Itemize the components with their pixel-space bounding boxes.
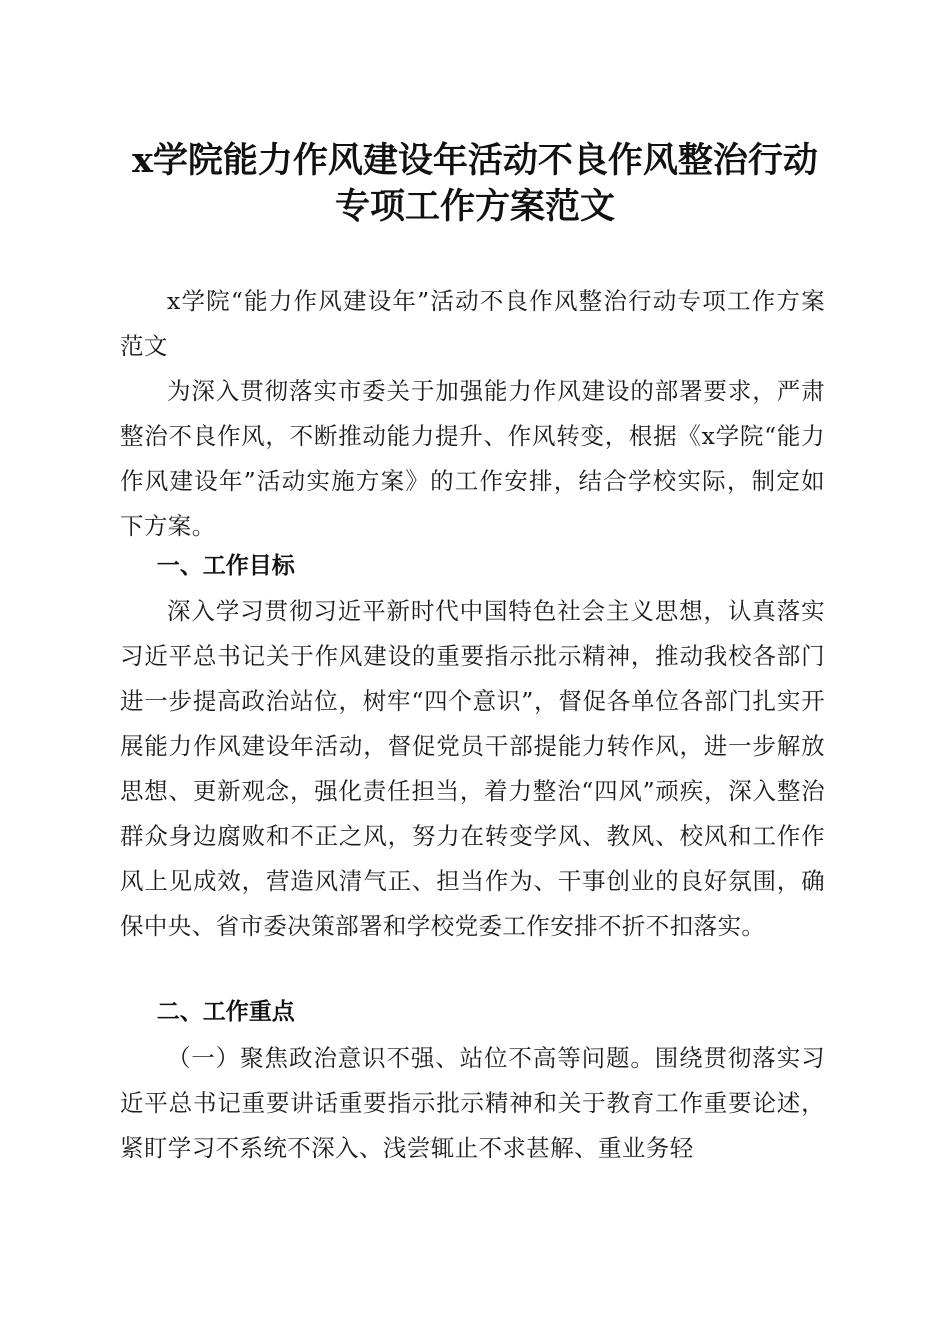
section-2-paragraph: （一）聚焦政治意识不强、站位不高等问题。围绕贯彻落实习近平总书记重要讲话重要指示批示精神和关于教育工作重要论述，紧盯学习不系统不深入、浅尝辄止不求甚解、重业务轻	[120, 1044, 825, 1162]
intro-title-paragraph: x学院“能力作风建设年”活动不良作风整治行动专项工作方案范文	[120, 287, 825, 360]
document-title-line-1: x学院能力作风建设年活动不良作风整治行动	[132, 140, 818, 181]
document-title-line-2: 专项工作方案范文	[334, 186, 615, 227]
section-1-paragraph: 深入学习贯彻习近平新时代中国特色社会主义思想，认真落实习近平总书记关于作风建设的重要指示批示精神，推动我校各部门进一步提高政治站位，树牢“四个意识”，督促各单位各部门扎实开展能力作风建设年活动，督促党员干部提能力转作风，进一步解放思想、更新观念，强化责任担当，着力整治“四风”顽疾，深入整治群众身边腐败和不正之风，努力在转变学风、教风、校风和工作作风上见成效，营造风清气正、担当作为、干事创业的良好氛围，确保中央、省市委决策部署和学校党委工作安排不折不扣落实。	[120, 597, 825, 940]
intro-paragraph: 为深入贯彻落实市委关于加强能力作风建设的部署要求，严肃整治不良作风，不断推动能力提升、作风转变，根据《x学院“能力作风建设年”活动实施方案》的工作安排，结合学校实际，制定如下方案。	[120, 377, 825, 540]
section-1-heading: 一、工作目标	[156, 553, 295, 579]
section-2-heading: 二、工作重点	[156, 999, 295, 1025]
